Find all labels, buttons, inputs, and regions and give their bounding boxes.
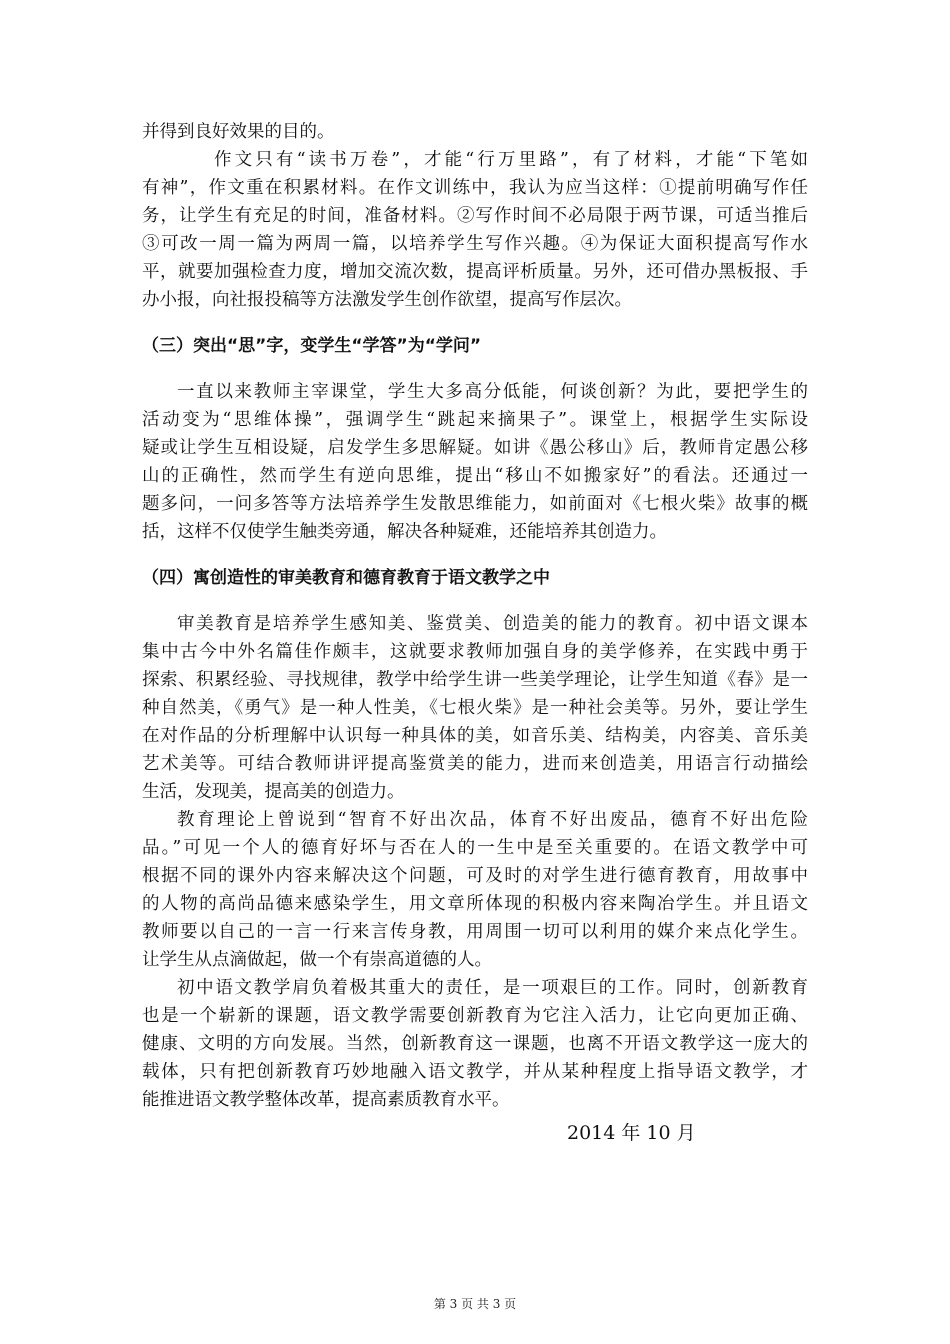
paragraph-line: 集中古今中外名篇佳作颇丰，这就要求教师加强自身的美学修养，在实践中勇于: [142, 642, 808, 662]
section-3-paragraph: [142, 378, 808, 546]
paragraph-line: 也是一个崭新的课题，语文教学需要创新教育为它注入活力，让它向更加正确、: [142, 1006, 808, 1026]
paragraph-line: 活动变为“思维体操”，强调学生“跳起来摘果子”。课堂上，根据学生实际设: [142, 410, 808, 430]
paragraph-line: ③可改一周一篇为两周一篇，以培养学生写作兴趣。④为保证大面积提高写作水: [142, 234, 808, 254]
page-number-footer: 第 3 页 共 3 页: [433, 1297, 517, 1311]
paragraph-line: 山的正确性，然而学生有逆向思维，提出“移山不如搬家好”的看法。还通过一: [142, 466, 808, 486]
paragraph-line: 办小报，向社报投稿等方法激发学生创作欲望，提高写作层次。: [142, 290, 632, 310]
paragraph-line: 教育理论上曾说到“智育不好出次品，体育不好出废品，德育不好出危险: [177, 810, 808, 830]
paragraph-line: 审美教育是培养学生感知美、鉴赏美、创造美的能力的教育。初中语文课本: [177, 614, 808, 634]
paragraph-line: 的人物的高尚品德来感染学生，用文章所体现的积极内容来陶冶学生。并且语文: [142, 894, 808, 914]
paragraph-line: 艺术美等。可结合教师讲评提高鉴赏美的能力，进而来创造美，用语言行动描绘: [142, 754, 808, 774]
moral-paragraph: [142, 806, 808, 974]
paragraph-line: 教师要以自己的一言一行来言传身教，用周围一切可以利用的媒介来点化学生。: [142, 922, 808, 942]
paragraph-line: 种自然美，《勇气》是一种人性美，《七根火柴》是一种社会美等。另外，要让学生: [142, 698, 808, 718]
writing-paragraph: [142, 146, 808, 314]
aesthetic-paragraph: [142, 610, 808, 806]
paragraph-line: 健康、文明的方向发展。当然，创新教育这一课题，也离不开语文教学这一庞大的: [142, 1034, 808, 1054]
document-date: 2014 年 10 月: [567, 1122, 696, 1144]
paragraph-line: 平，就要加强检查力度，增加交流次数，提高评析质量。另外，还可借办黑板报、手: [142, 262, 808, 282]
paragraph-line: 题多问，一问多答等方法培养学生发散思维能力，如前面对《七根火柴》故事的概: [142, 494, 808, 514]
paragraph-line: 让学生从点滴做起，做一个有崇高道德的人。: [142, 950, 492, 970]
intro-line: 并得到良好效果的目的。: [142, 122, 335, 142]
paragraph-line: 疑或让学生互相设疑，启发学生多思解疑。如讲《愚公移山》后，教师肯定愚公移: [142, 438, 808, 458]
paragraph-line: 根据不同的课外内容来解决这个问题，可及时的对学生进行德育教育，用故事中: [142, 866, 808, 886]
paragraph-line: 初中语文教学肩负着极其重大的责任，是一项艰巨的工作。同时，创新教育: [177, 978, 808, 998]
paragraph-line: 生活，发现美，提高美的创造力。: [142, 782, 405, 802]
paragraph-line: 有神”，作文重在积累材料。在作文训练中，我认为应当这样：①提前明确写作任: [142, 178, 808, 198]
conclusion-paragraph: [142, 974, 808, 1114]
paragraph-line: 载体，只有把创新教育巧妙地融入语文教学，并从某种程度上指导语文教学，才: [142, 1062, 808, 1082]
paragraph-line: 务，让学生有充足的时间，准备材料。②写作时间不必局限于两节课，可适当推后: [142, 206, 808, 226]
section-3-heading: （三）突出“思”字，变学生“学答”为“学问”: [142, 336, 482, 356]
paragraph-line: 能推进语文教学整体改革，提高素质教育水平。: [142, 1090, 510, 1110]
paragraph-line: 括，这样不仅使学生触类旁通，解决各种疑难，还能培养其创造力。: [142, 522, 667, 542]
document-body: [142, 118, 808, 1148]
paragraph-line: 品。”可见一个人的德育好坏与否在人的一生中是至关重要的。在语文教学中可: [142, 838, 808, 858]
paragraph-line: 作文只有“读书万卷”，才能“行万里路”，有了材料，才能“下笔如: [214, 150, 808, 170]
paragraph-line: 在对作品的分析理解中认识每一种具体的美，如音乐美、结构美，内容美、音乐美: [142, 726, 808, 746]
paragraph-line: 一直以来教师主宰课堂，学生大多高分低能，何谈创新？为此，要把学生的: [177, 382, 808, 402]
paragraph-line: 探索、积累经验、寻找规律，教学中给学生讲一些美学理论，让学生知道《春》是一: [142, 670, 808, 690]
section-4-heading: （四）寓创造性的审美教育和德育教育于语文教学之中: [142, 568, 550, 588]
